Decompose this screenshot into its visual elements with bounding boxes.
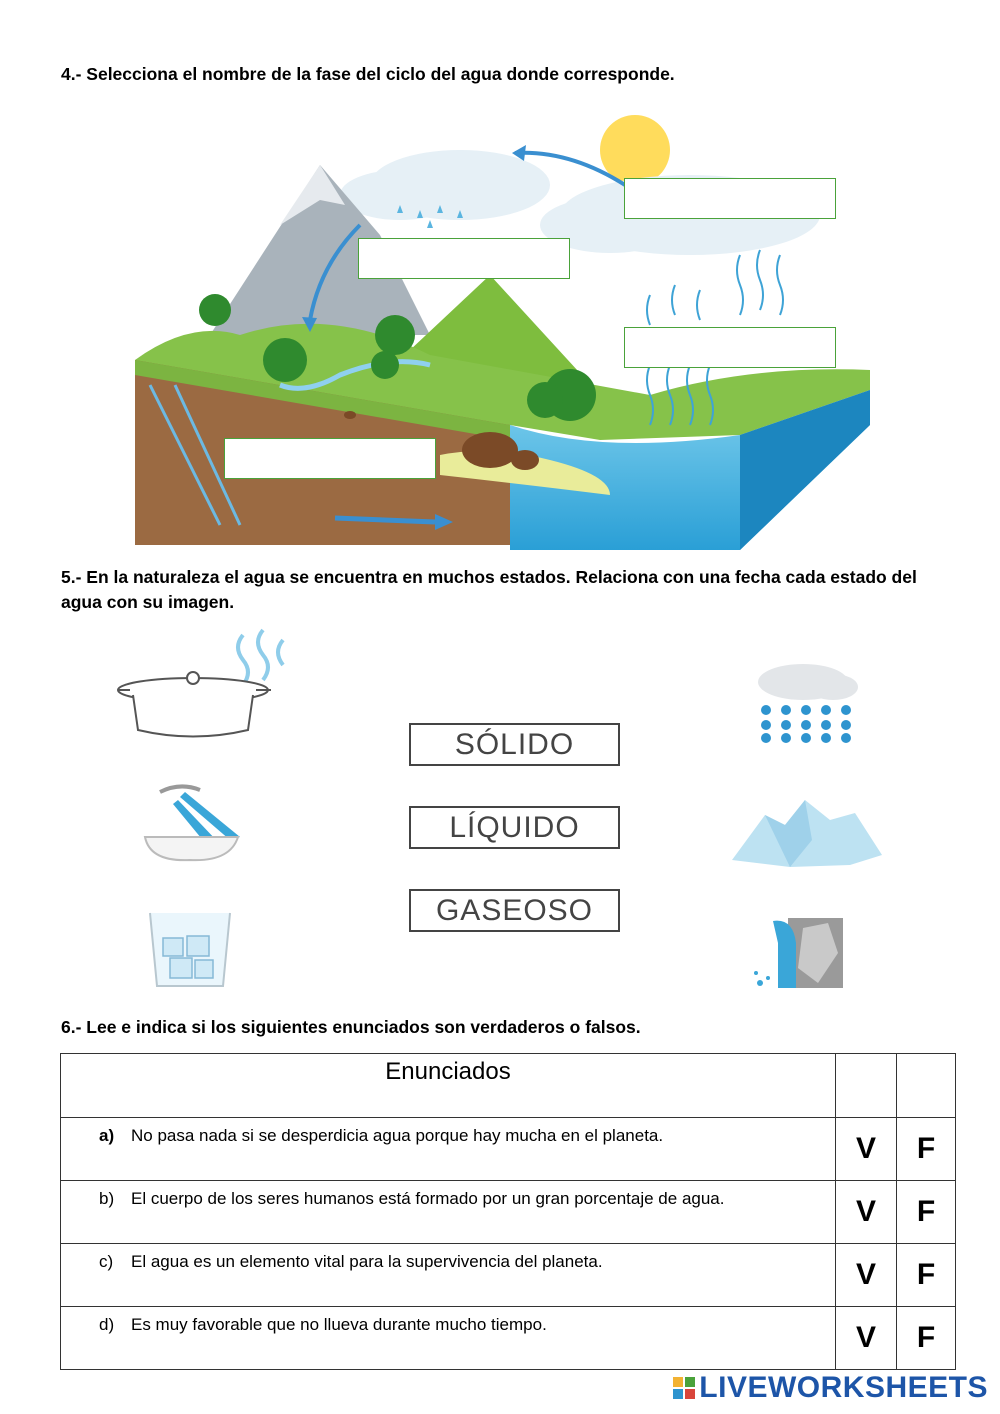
logo-icon [673, 1377, 695, 1399]
statement-b [61, 1181, 836, 1244]
question-5-title: 5.- En la naturaleza el agua se encuentra en muchos estados. Relaciona con una fecha cada estado del agua con su imagen. [61, 567, 917, 612]
table-header-row [61, 1054, 956, 1118]
statement-text: El cuerpo de los seres humanos está formado por un gran porcentaje de agua. [131, 1189, 725, 1208]
answer-box-infiltration[interactable] [224, 438, 436, 479]
answer-box-evaporation[interactable] [624, 178, 836, 219]
boiling-pot-icon [113, 625, 313, 745]
waterfall-icon [748, 913, 848, 991]
false-option[interactable]: F [897, 1118, 956, 1181]
true-option[interactable]: V [836, 1118, 897, 1181]
table-row [61, 1181, 956, 1244]
brand-name: LIVEWORKSHEETS [699, 1371, 988, 1404]
table-header-v [836, 1054, 897, 1118]
state-card-liquid[interactable]: LÍQUIDO [409, 806, 620, 849]
statements-table [60, 1053, 956, 1370]
false-option[interactable]: F [897, 1307, 956, 1370]
question-4-title: 4.- Selecciona el nombre de la fase del ciclo del agua donde corresponde. [61, 64, 675, 84]
table-row [61, 1307, 956, 1370]
statement-letter: c) [99, 1252, 114, 1271]
liveworksheets-logo [673, 1371, 988, 1405]
state-card-solid[interactable]: SÓLIDO [409, 723, 620, 766]
statement-a [61, 1118, 836, 1181]
ice-glass-icon [145, 908, 235, 990]
statement-letter: a) [99, 1126, 115, 1145]
rain-cloud-icon [748, 660, 863, 745]
statement-c [61, 1244, 836, 1307]
water-cycle-diagram [130, 95, 880, 555]
table-header-f [897, 1054, 956, 1118]
shower-icon [140, 782, 250, 867]
statement-text: Es muy favorable que no llueva durante mucho tiempo. [131, 1315, 547, 1334]
statement-letter: b) [99, 1189, 115, 1208]
table-row [61, 1118, 956, 1181]
answer-box-precipitation[interactable] [358, 238, 570, 279]
statement-letter: d) [99, 1315, 115, 1334]
statement-d [61, 1307, 836, 1370]
table-header: Enunciados [61, 1054, 836, 1118]
state-card-gas[interactable]: GASEOSO [409, 889, 620, 932]
table-row [61, 1244, 956, 1307]
answer-box-condensation[interactable] [624, 327, 836, 368]
true-option[interactable]: V [836, 1307, 897, 1370]
false-option[interactable]: F [897, 1181, 956, 1244]
iceberg-icon [730, 795, 885, 870]
true-option[interactable]: V [836, 1244, 897, 1307]
true-option[interactable]: V [836, 1181, 897, 1244]
false-option[interactable]: F [897, 1244, 956, 1307]
statement-text: No pasa nada si se desperdicia agua porque hay mucha en el planeta. [131, 1126, 664, 1145]
statement-text: El agua es un elemento vital para la supervivencia del planeta. [131, 1252, 603, 1271]
question-6-title: 6.- Lee e indica si los siguientes enunciados son verdaderos o falsos. [61, 1017, 641, 1037]
